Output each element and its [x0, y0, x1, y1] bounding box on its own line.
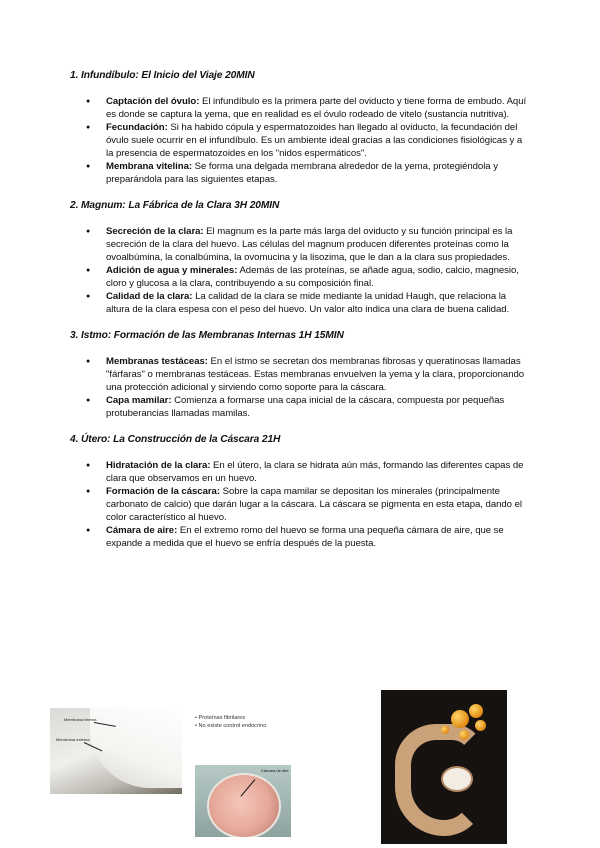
section-infundibulo: [70, 70, 530, 186]
section-utero: [70, 434, 530, 550]
bullet-list: [70, 95, 530, 186]
air-chamber-photo: [195, 765, 291, 837]
note-item: • Proteínas fibrilares: [195, 715, 246, 721]
membranes-photo: [50, 708, 182, 794]
yolk-icon: [441, 726, 449, 734]
list-item: [106, 121, 530, 160]
section-heading: 1. Infundíbulo: El Inicio del Viaje 20MIN: [70, 70, 255, 81]
section-magnum: [70, 200, 530, 316]
note-item: • No existe control endocrino: [195, 723, 267, 729]
item-term: Adición de agua y minerales:: [106, 265, 238, 276]
list-item: [106, 485, 530, 524]
figure-row: [0, 690, 600, 848]
item-text: Comienza a formarse una capa inicial de la cáscara, compuesta por pequeñas protuberancias llamadas mamilas.: [106, 395, 505, 419]
item-term: Calidad de la clara:: [106, 291, 193, 302]
yolk-icon: [469, 704, 483, 718]
photo-label: Membrana interna: [64, 717, 97, 722]
figure-notes: [195, 714, 266, 730]
item-term: Formación de la cáscara:: [106, 486, 220, 497]
egg-section-disc: [207, 773, 281, 837]
section-heading: 2. Magnum: La Fábrica de la Clara 3H 20MIN: [70, 200, 280, 211]
section-istmo: [70, 330, 530, 420]
section-heading: 3. Istmo: Formación de las Membranas Internas 1H 15MIN: [70, 330, 344, 341]
yolk-icon: [451, 710, 469, 728]
item-text: En el istmo se secretan dos membranas fibrosas y queratinosas llamadas "fárfaras" o membranas testáceas. Estas membranas envuelven la yema y la clara, proporcionando una protección adicional y sirviendo como soporte para la cáscara.: [106, 356, 525, 393]
item-text: El magnum es la parte más larga del oviducto y su función principal es la secreción de la clara del huevo. Las células del magnum producen diferentes proteínas como la ovoalbúmina, la conalbúmina, la ovomucina y la lisozima, que le dan a la clara sus propiedades.: [106, 226, 513, 263]
item-text: El infundíbulo es la primera parte del oviducto y tiene forma de embudo. Aquí es donde se captura la yema, que en realidad es el óvulo rodeado de vitelo (sustancia nutritiva).: [106, 96, 527, 120]
oviduct-photo: [381, 690, 507, 844]
item-text: Se forma una delgada membrana alrededor de la yema, protegiéndola y preparándola para las siguientes etapas.: [106, 161, 498, 185]
item-text: En el extremo romo del huevo se forma una pequeña cámara de aire, que se expande a medida que el huevo se enfría después de la puesta.: [106, 525, 504, 549]
egg-icon: [441, 766, 473, 792]
item-term: Cámara de aire:: [106, 525, 178, 536]
yolk-icon: [459, 730, 469, 740]
item-term: Captación del óvulo:: [106, 96, 200, 107]
document-body: [70, 70, 530, 564]
list-item: [106, 459, 530, 485]
list-item: [106, 95, 530, 121]
photo-label: Membrana externa: [56, 737, 90, 742]
item-term: Capa mamilar:: [106, 395, 172, 406]
item-text: La calidad de la clara se mide mediante la unidad Haugh, que relaciona la altura de la clara espesa con el peso del huevo. Un valor alto indica una clara de buena calidad.: [106, 291, 510, 315]
item-text: Además de las proteínas, se añade agua, sodio, calcio, magnesio, cloro y glucosa a la clara, contribuyendo a su composición final.: [106, 265, 519, 289]
list-item: [106, 394, 530, 420]
item-text: En el útero, la clara se hidrata aún más, formando las diferentes capas de clara que observamos en un huevo.: [106, 460, 524, 484]
bullet-list: [70, 225, 530, 316]
membrane-sheet: [90, 708, 182, 788]
item-term: Fecundación:: [106, 122, 168, 133]
photo-label: Cámara de aire: [261, 768, 289, 773]
item-term: Hidratación de la clara:: [106, 460, 211, 471]
list-item: [106, 355, 530, 394]
item-text: Si ha habido cópula y espermatozoides han llegado al oviducto, la fecundación del óvulo suele ocurrir en el infundíbulo. Es un ambiente ideal gracias a las condiciones fisiológicas y a la presencia de espermatozoides en los "nidos espermáticos".: [106, 122, 523, 159]
section-heading: 4. Útero: La Construcción de la Cáscara 21H: [70, 434, 281, 445]
bullet-list: [70, 355, 530, 420]
item-term: Membrana vitelina:: [106, 161, 193, 172]
list-item: [106, 160, 530, 186]
list-item: [106, 290, 530, 316]
item-text: Sobre la capa mamilar se depositan los minerales (principalmente carbonato de calcio) que darán lugar a la cáscara. La cáscara se pigmenta en esta etapa, dando el color característico al huevo.: [106, 486, 522, 523]
yolk-icon: [475, 720, 486, 731]
list-item: [106, 225, 530, 264]
item-term: Secreción de la clara:: [106, 226, 204, 237]
list-item: [106, 264, 530, 290]
bullet-list: [70, 459, 530, 550]
list-item: [106, 524, 530, 550]
item-term: Membranas testáceas:: [106, 356, 208, 367]
